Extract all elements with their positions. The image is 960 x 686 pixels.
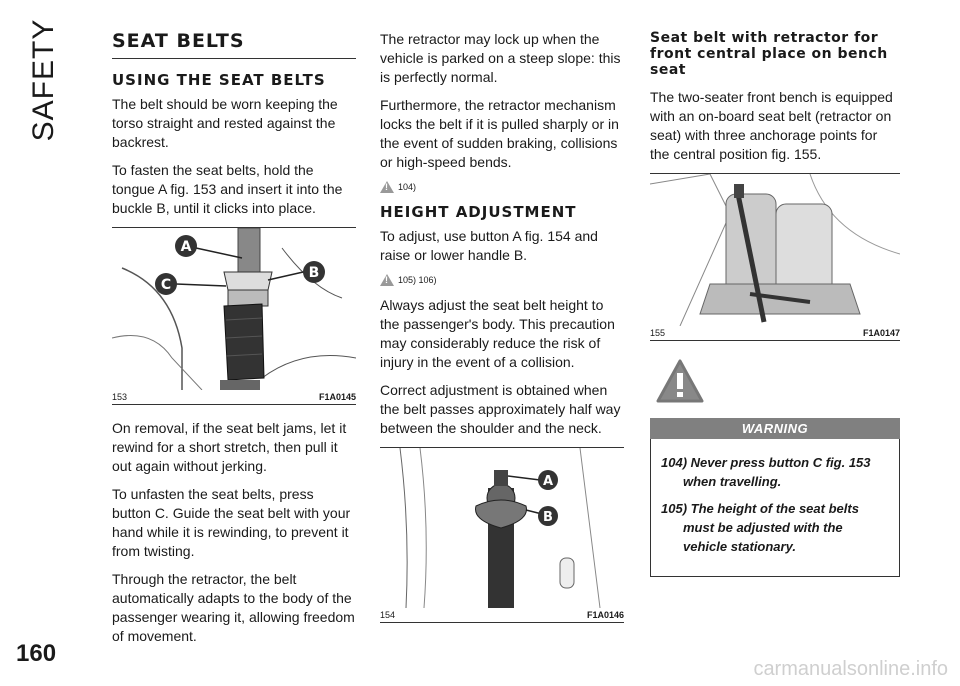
paragraph: To unfasten the seat belts, press button C. Guide the seat belt with your hand while it is rewinding, to prevent it from twisting.	[112, 486, 351, 559]
warning-triangle-icon	[380, 181, 394, 193]
bench-seat-belt-illustration	[650, 174, 900, 326]
seat-belt-buckle-illustration	[112, 228, 356, 390]
figure-label-a: A	[180, 239, 192, 255]
figure-caption	[650, 326, 900, 340]
paragraph: Through the retractor, the belt automatically adapts to the body of the passenger wearing it, allowing freedom of movement.	[112, 571, 355, 644]
warning-reference-text: 105) 106)	[398, 275, 437, 285]
warning-header: WARNING	[650, 418, 900, 439]
paragraph: On removal, if the seat belt jams, let it rewind for a short stretch, then pull it out again without jerking.	[112, 420, 347, 474]
page-number: 160	[16, 640, 57, 667]
figure-label-a: A	[542, 474, 554, 489]
warning-reference	[380, 274, 624, 286]
paragraph: Furthermore, the retractor mechanism locks the belt if it is pulled sharply or in the event of sudden braking, collisions or high-speed bends.	[380, 97, 619, 170]
warning-reference	[380, 181, 624, 193]
paragraph: To adjust, use button A fig. 154 and raise or lower handle B.	[380, 228, 598, 263]
paragraph: The retractor may lock up when the vehicle is parked on a steep slope: this is perfectly normal.	[380, 31, 621, 85]
figure-153	[112, 227, 356, 405]
paragraph: Always adjust the seat belt height to the passenger's body. This precaution may considerably reduce the risk of injury in the event of a collision.	[380, 297, 615, 370]
figure-code: F1A0146	[586, 610, 624, 620]
warning-triangle-icon	[380, 274, 394, 286]
figure-154	[380, 447, 624, 623]
figure-label-b: B	[308, 265, 320, 281]
column-2	[380, 30, 624, 637]
paragraph: To fasten the seat belts, hold the tongue A fig. 153 and insert it into the buckle B, until it clicks into place.	[112, 162, 343, 216]
warning-item: 104) Never press button C fig. 153 when travelling.	[661, 455, 871, 489]
figure-code: F1A0147	[862, 328, 900, 338]
warning-item: 105) The height of the seat belts must be adjusted with the vehicle stationary.	[661, 501, 859, 554]
subtitle-using-seat-belts: USING THE SEAT BELTS	[112, 71, 326, 89]
warning-reference-text: 104)	[398, 182, 417, 192]
figure-caption	[112, 390, 356, 404]
figure-label-b: B	[543, 510, 553, 525]
column-1	[112, 30, 356, 655]
figure-label-c: C	[160, 277, 172, 293]
figure-155	[650, 173, 900, 341]
figure-number: 153	[112, 392, 128, 402]
figure-number: 155	[650, 328, 666, 338]
warning-triangle-icon	[656, 359, 900, 408]
warning-box	[650, 439, 900, 577]
section-side-label-text: SAFETY	[27, 18, 60, 142]
column-3	[650, 30, 900, 577]
paragraph: The two-seater front bench is equipped with an on-board seat belt (retractor on seat) with three anchorage points for the central position fig. 155.	[650, 89, 893, 162]
subtitle-height-adjustment: HEIGHT ADJUSTMENT	[380, 203, 577, 221]
subtitle-bench-seat-belt: Seat belt with retractor for front central place on bench seat	[650, 30, 888, 78]
section-side-label	[14, 18, 74, 142]
height-adjuster-illustration	[380, 448, 624, 608]
paragraph: The belt should be worn keeping the torso straight and rested against the backrest.	[112, 96, 338, 150]
figure-code: F1A0145	[318, 392, 356, 402]
watermark: carmanualsonline.info	[753, 658, 948, 680]
figure-caption	[380, 608, 624, 622]
figure-number: 154	[380, 610, 396, 620]
paragraph: Correct adjustment is obtained when the belt passes approximately half way between the shoulder and the neck.	[380, 382, 621, 436]
section-title: SEAT BELTS	[112, 30, 356, 59]
